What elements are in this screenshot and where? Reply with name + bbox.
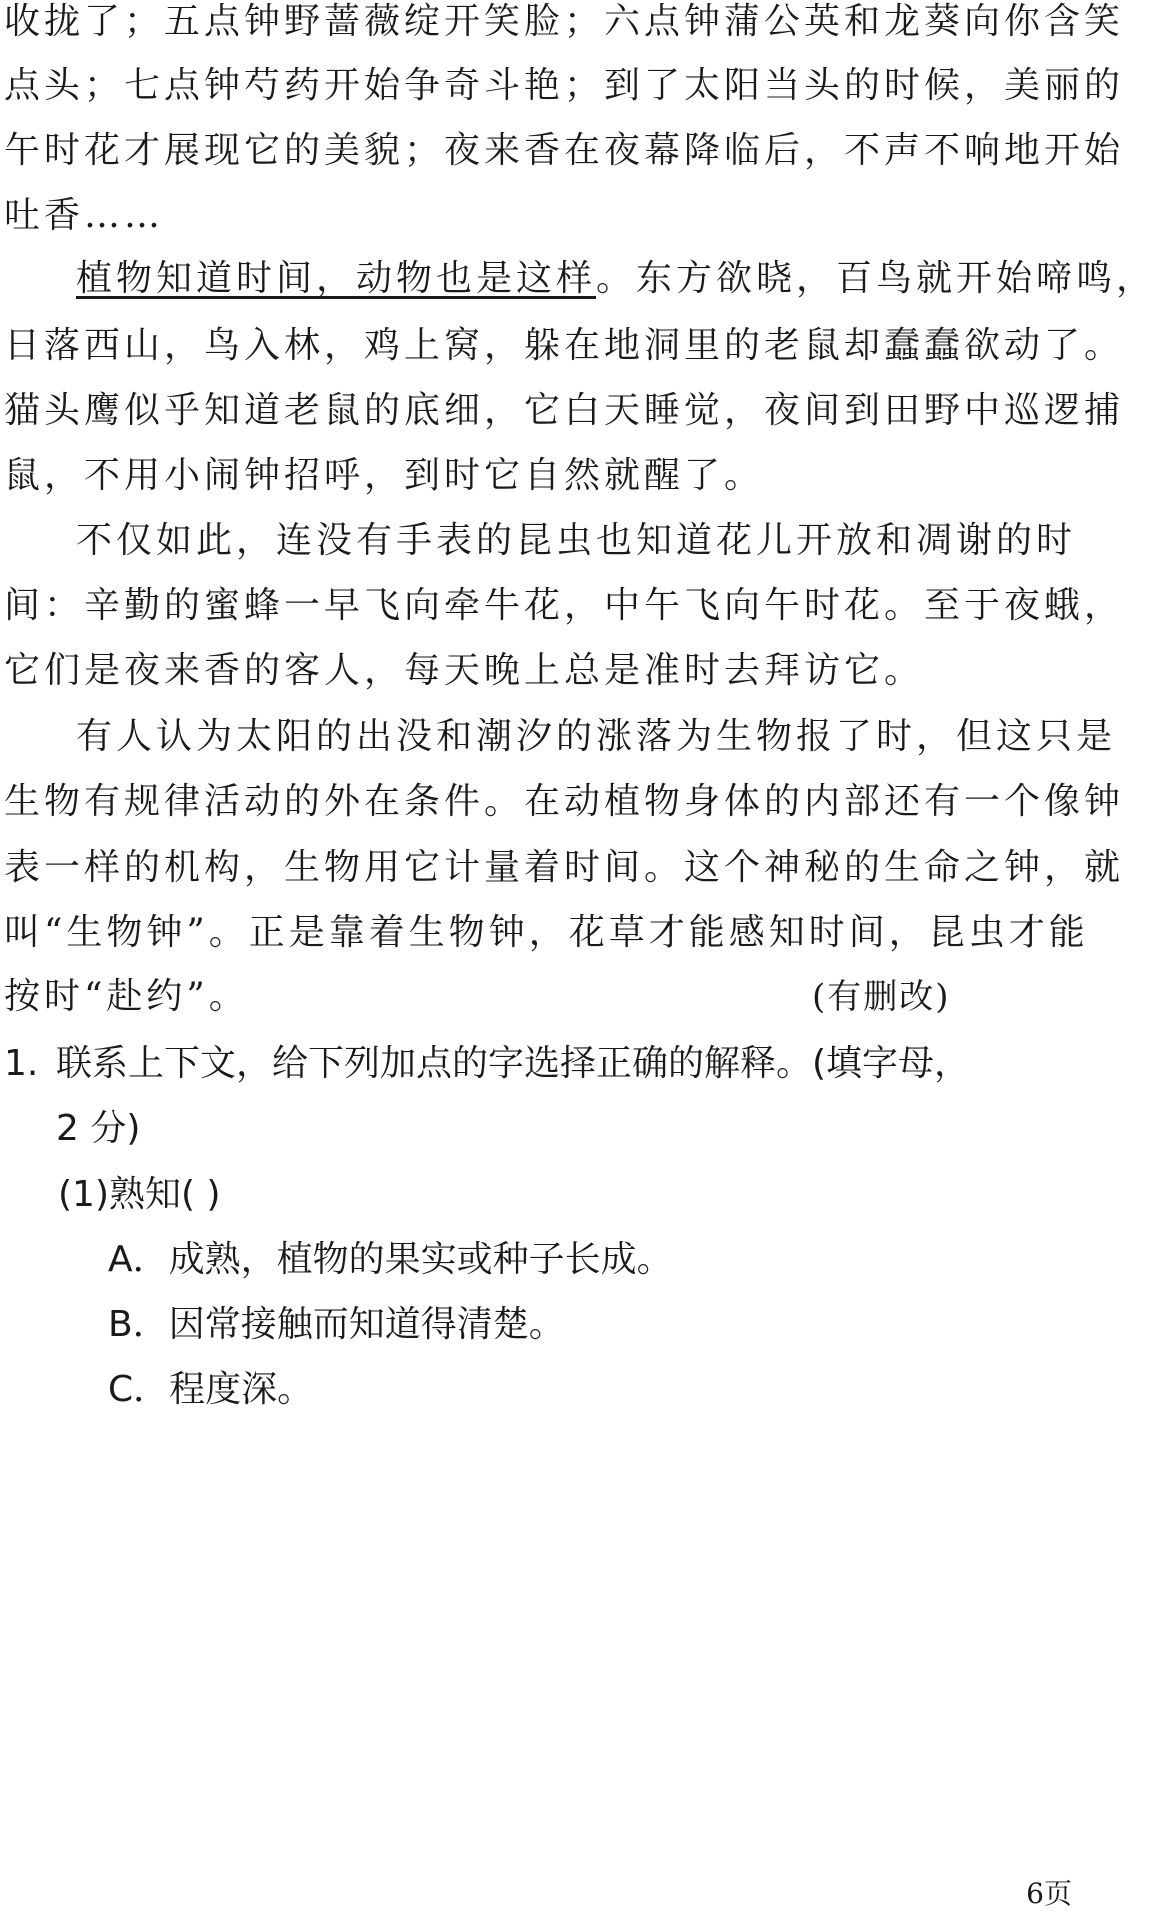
passage-line-2: 点头；七点钟芍药开始争奇斗艳；到了太阳当头的时候，美丽的 [4,65,1125,106]
question-text: 联系上下文，给下列加点的字选择正确的解释。(填字母， [56,1043,971,1084]
paragraph-3-first-line: 不仅如此，连没有手表的昆虫也知道花儿开放和凋谢的时 [76,520,1077,561]
paragraph-4-line-3: 表一样的机构，生物用它计量着时间。这个神秘的生命之钟，就 [4,847,1125,888]
paragraph-4-line-4: 叫“生物钟”。正是靠着生物钟，花草才能感知时间，昆虫才能 [4,912,1089,953]
paragraph-3-line-3: 它们是夜来香的客人，每天晚上总是准时去拜访它。 [4,650,925,691]
underlined-sentence: 植物知道时间，动物也是这样 [76,258,597,299]
passage-line-4: 吐香…… [4,195,165,236]
paragraph-2-line-2: 日落西山，鸟入林，鸡上窝，躲在地洞里的老鼠却蠢蠢欲动了。 [4,325,1125,366]
passage-line-3: 午时花才展现它的美貌；夜来香在夜幕降临后，不声不响地开始 [4,130,1125,171]
paragraph-3-line-2: 间：辛勤的蜜蜂一早飞向牵牛花，中午飞向午时花。至于夜蛾， [4,585,1125,626]
option-c: C．程度深。 [108,1369,314,1410]
paragraph-2-line-4: 鼠，不用小闹钟招呼，到时它自然就醒了。 [4,455,765,496]
paragraph-4-line-5: 按时“赴约”。 [4,976,249,1017]
sub-question-1: (1)熟知( ) [58,1174,221,1215]
option-a: A．成熟，植物的果实或种子长成。 [108,1239,673,1280]
option-b: B．因常接触而知道得清楚。 [108,1304,565,1345]
paragraph-2-first-line [76,257,1156,301]
question-number: 1. [4,1043,39,1084]
paragraph-4-line-2: 生物有规律活动的外在条件。在动植物身体的内部还有一个像钟 [4,781,1125,822]
page-number: 6页 [1026,1877,1072,1910]
passage-line-1: 收拢了；五点钟野蔷薇绽开笑脸；六点钟蒲公英和龙葵向你含笑 [4,1,1125,42]
paragraph-2-line-3: 猫头鹰似乎知道老鼠的底细，它白天睡觉，夜间到田野中巡逻捕 [4,390,1125,431]
question-points: 2 分) [56,1108,141,1149]
source-note: (有删改) [812,977,951,1017]
paragraph-4-first-line: 有人认为太阳的出没和潮汐的涨落为生物报了时，但这只是 [76,716,1117,757]
paragraph-2-first-rest: 。东方欲晓，百鸟就开始啼鸣， [596,258,1156,299]
